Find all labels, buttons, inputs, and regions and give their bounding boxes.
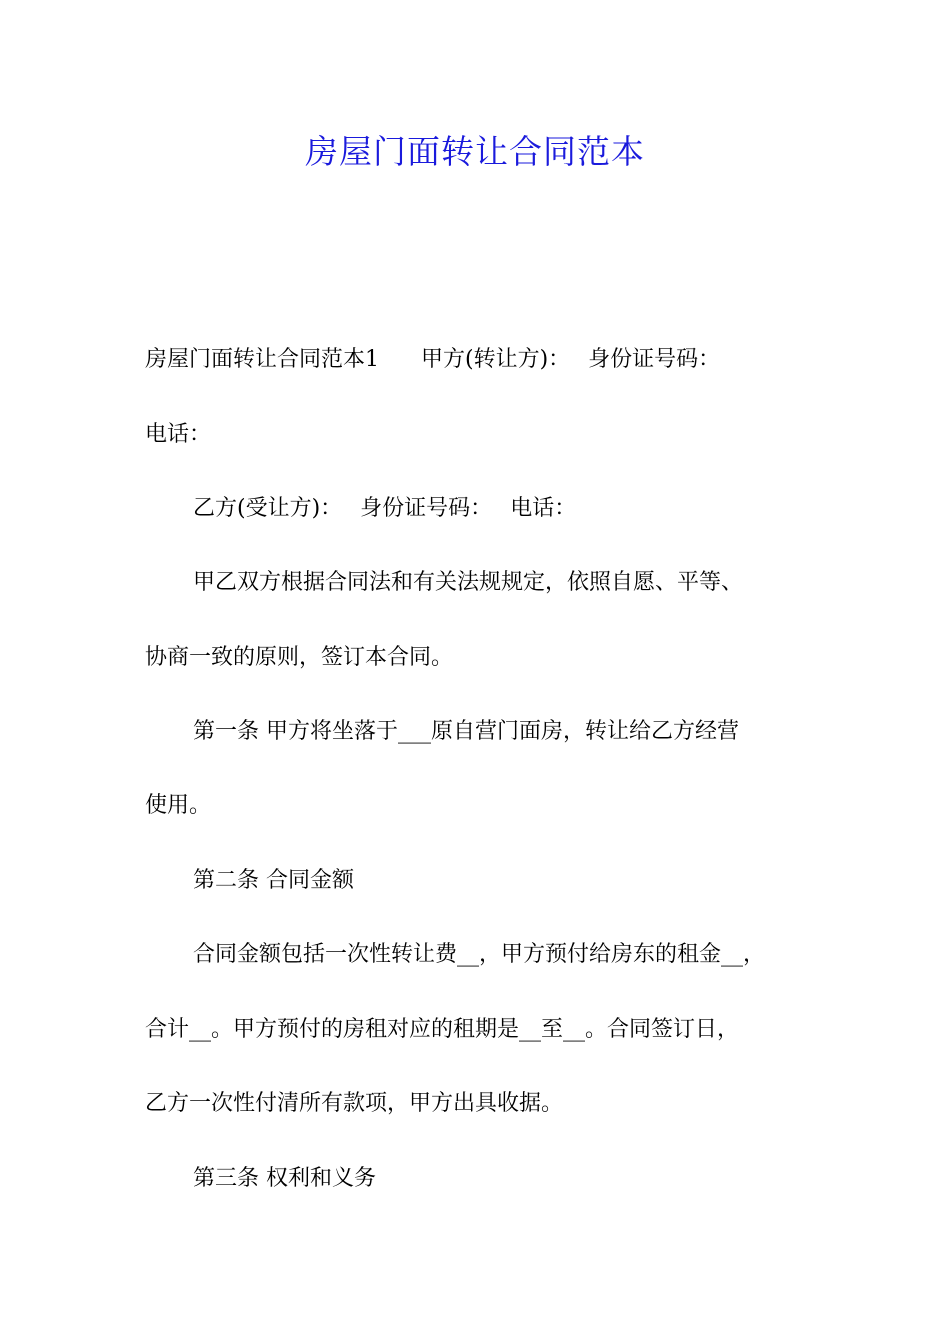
paragraph-line-1 — [145, 345, 835, 375]
article-3-heading: 第三条 权利和义务 — [193, 1166, 376, 1191]
article-2-line-2: 合计__。甲方预付的房租对应的租期是__至__。合同签订日， — [145, 1017, 740, 1042]
article-1-line-1: 第一条 甲方将坐落于___原自营门面房，转让给乙方经营 — [193, 719, 739, 744]
paragraph-line-4: 甲乙双方根据合同法和有关法规规定，依照自愿、平等、 — [193, 570, 744, 595]
party-b-phone-label: 电话： — [510, 496, 577, 521]
article-1-line-2: 使用。 — [145, 793, 212, 818]
party-b-id-label: 身份证号码： — [360, 496, 493, 521]
party-b-label: 乙方(受让方)： — [193, 496, 343, 521]
contract-sample-label: 房屋门面转让合同范本1 — [145, 347, 379, 372]
article-2-line-3: 乙方一次性付清所有款项，甲方出具收据。 — [145, 1091, 564, 1116]
paragraph-line-5: 协商一致的原则，签订本合同。 — [145, 645, 454, 670]
paragraph-line-party-b — [193, 494, 883, 524]
article-2-heading: 第二条 合同金额 — [193, 868, 354, 893]
article-2-line-1: 合同金额包括一次性转让费__，甲方预付给房东的租金__， — [193, 942, 766, 967]
document-title: 房屋门面转让合同范本 — [305, 132, 645, 171]
party-a-id-label: 身份证号码： — [588, 347, 721, 372]
party-a-label: 甲方(转让方)： — [421, 347, 571, 372]
party-a-phone-label: 电话： — [145, 422, 212, 447]
